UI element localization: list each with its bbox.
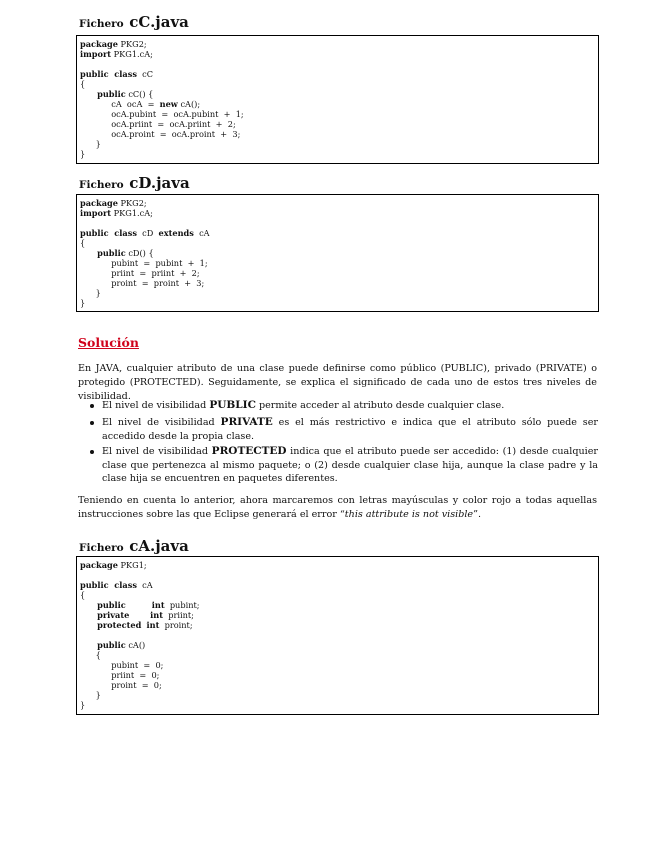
code-line [80, 109, 244, 119]
code-keyword: public class [80, 69, 137, 79]
file-heading-label: Fichero [79, 18, 124, 30]
code-keyword: new [159, 99, 178, 109]
code-block-cC [76, 35, 599, 164]
code-line [80, 129, 240, 139]
code-text: cA [136, 580, 153, 590]
code-line [80, 258, 208, 268]
solution-intro: En JAVA, cualquier atributo de una clase puede definirse como público (PUBLIC), privado (PRIVATE) o protegido (PROTECTED). Seguidamente, se explica el significado de cada uno de estos tres niveles de visibilidad. [78, 363, 597, 402]
file-heading-label: Fichero [79, 542, 124, 554]
file-heading-cC [79, 12, 189, 31]
code-text: priint = 0; [80, 670, 160, 680]
code-text: pubint = 0; [80, 660, 164, 670]
code-text: cD() { [125, 248, 154, 258]
code-line [80, 139, 101, 149]
bullet-icon [90, 421, 94, 425]
code-text: { [80, 79, 86, 89]
code-text: } [80, 690, 101, 700]
code-line [80, 69, 153, 79]
code-text [129, 610, 150, 620]
code-block-cD [76, 194, 599, 312]
code-text: pubint; [164, 600, 200, 610]
code-text: PKG1; [117, 560, 147, 570]
list-item-text: El nivel de visibilidad PUBLIC permite acceder al atributo desde cualquier clase. [102, 399, 505, 411]
code-keyword: private [80, 610, 130, 620]
list-item-text: El nivel de visibilidad PRIVATE es el más restrictivo e indica que el atributo sólo puede ser accedido desde la propia clase. [102, 416, 598, 442]
code-text: cD [136, 228, 159, 238]
code-keyword: import [80, 49, 112, 59]
code-line [80, 268, 200, 278]
code-text: cC() { [125, 89, 154, 99]
code-text: ocA.pubint = ocA.pubint + 1; [80, 109, 244, 119]
code-line [80, 650, 101, 660]
code-text [126, 600, 152, 610]
file-heading-name: cC.java [129, 13, 189, 31]
code-keyword: import [80, 208, 112, 218]
code-line [80, 680, 162, 690]
code-line [80, 600, 200, 610]
code-keyword: extends [158, 228, 194, 238]
file-heading-cA [79, 536, 189, 555]
code-line [80, 298, 85, 308]
list-item-text: El nivel de visibilidad PROTECTED indica que el atributo puede ser accedido: (1) desde cualquier clase que pertenezca al mismo paquete; o (2) desde cualquier clase hija, aunque la clase padre y la clase hija se encuentren en paquetes diferentes. [102, 445, 598, 484]
code-keyword: public [80, 248, 126, 258]
code-keyword: public [80, 640, 126, 650]
code-text: ocA.proint = ocA.proint + 3; [80, 129, 241, 139]
code-keyword: package [80, 560, 118, 570]
code-text: { [80, 650, 101, 660]
code-line [80, 238, 85, 248]
code-line [80, 119, 236, 129]
code-text: { [80, 590, 86, 600]
code-line [80, 99, 200, 109]
code-keyword: package [80, 39, 118, 49]
bullet-icon [90, 450, 94, 454]
code-text: PKG1.cA; [111, 208, 153, 218]
code-line [80, 149, 85, 159]
file-heading-name: cD.java [129, 174, 190, 192]
code-line [80, 288, 101, 298]
bullet-icon [90, 404, 94, 408]
code-block-cA [76, 556, 599, 715]
code-text: cA(); [177, 99, 201, 109]
code-text: ocA.priint = ocA.priint + 2; [80, 119, 236, 129]
code-keyword: public [80, 89, 126, 99]
file-heading-cD [79, 173, 190, 192]
code-line [80, 228, 210, 238]
code-text: } [80, 298, 86, 308]
code-line [80, 620, 193, 630]
code-keyword: public class [80, 228, 137, 238]
code-keyword: package [80, 198, 118, 208]
code-line [80, 89, 153, 99]
solution-closing: Teniendo en cuenta lo anterior, ahora marcaremos con letras mayúsculas y color rojo a todas aquellas instrucciones sobre las que Eclipse generará el error “this attribute is not visible”. [78, 495, 597, 520]
code-line [80, 79, 85, 89]
code-line [80, 208, 153, 218]
code-text: proint = 0; [80, 680, 162, 690]
code-text: cA [193, 228, 210, 238]
code-text: PKG2; [117, 39, 147, 49]
code-text: priint; [163, 610, 194, 620]
code-line [80, 700, 85, 710]
code-text: cC [136, 69, 153, 79]
code-text: cA() [125, 640, 146, 650]
code-keyword: protected [80, 620, 142, 630]
code-text: cA ocA = [80, 99, 160, 109]
solution-title: Solución [78, 335, 139, 350]
code-text: } [80, 700, 86, 710]
code-text: pubint = pubint + 1; [80, 258, 208, 268]
code-line [80, 198, 147, 208]
code-text: proint = proint + 3; [80, 278, 205, 288]
code-line [80, 610, 194, 620]
code-text: } [80, 139, 101, 149]
code-line [80, 640, 145, 650]
code-keyword: int [146, 620, 160, 630]
code-line [80, 670, 159, 680]
code-keyword: int [151, 600, 165, 610]
code-line [80, 590, 85, 600]
code-line [80, 660, 163, 670]
code-line [80, 248, 154, 258]
code-text: { [80, 238, 86, 248]
code-line [80, 690, 101, 700]
code-text: PKG1.cA; [111, 49, 153, 59]
code-text: } [80, 149, 86, 159]
code-text: PKG2; [117, 198, 147, 208]
code-text: } [80, 288, 101, 298]
code-keyword: public [80, 600, 126, 610]
code-line [80, 580, 153, 590]
code-line [80, 39, 147, 49]
code-text: priint = priint + 2; [80, 268, 200, 278]
file-heading-name: cA.java [129, 537, 189, 555]
file-heading-label: Fichero [79, 179, 124, 191]
code-line [80, 560, 147, 570]
code-line [80, 49, 153, 59]
code-keyword: int [150, 610, 163, 620]
code-line [80, 278, 204, 288]
code-keyword: public class [80, 580, 137, 590]
code-text: proint; [159, 620, 193, 630]
